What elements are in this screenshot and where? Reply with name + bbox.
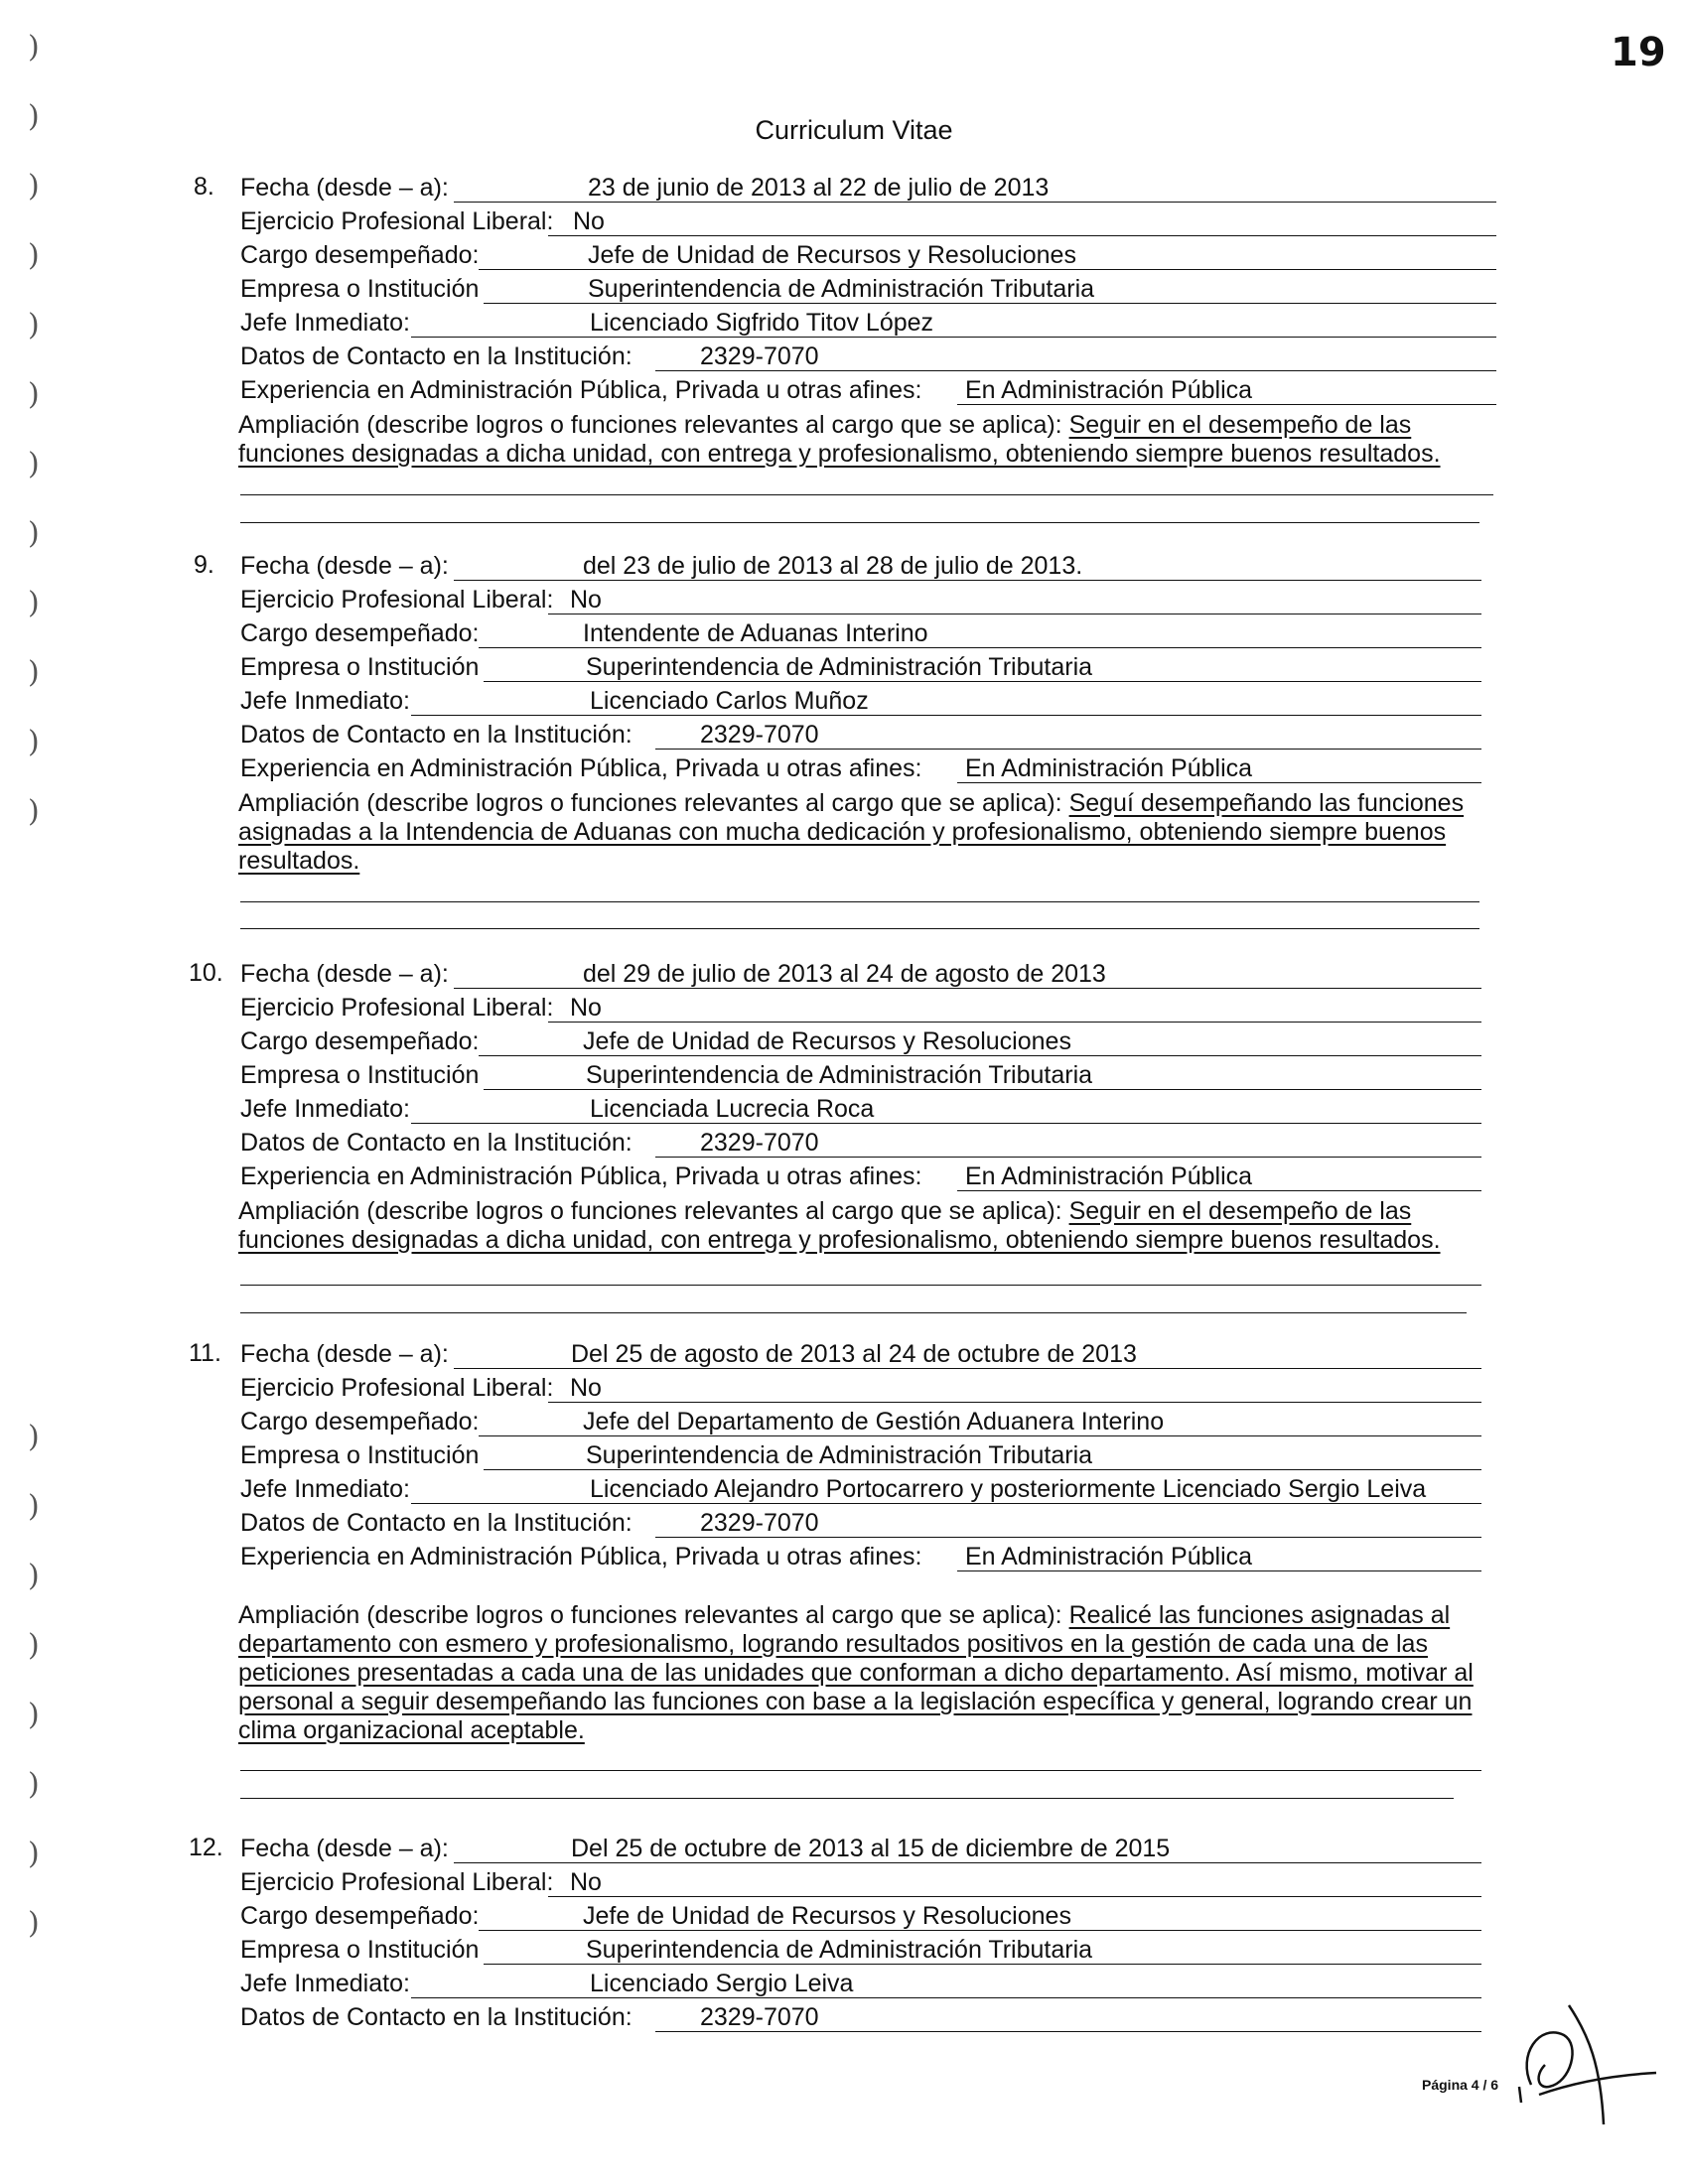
value-jefe: Licenciada Lucrecia Roca — [411, 1094, 1481, 1124]
value-cargo: Jefe de Unidad de Recursos y Resoluciones — [479, 1901, 1481, 1931]
value-experiencia: En Administración Pública — [957, 753, 1481, 783]
label-jefe: Jefe Inmediato: — [240, 309, 410, 337]
blank-line — [240, 494, 1493, 495]
value-ampliacion: Seguir en el desempeño de las funciones designadas a dicha unidad, con entrega y profesionalismo, obteniendo siempre buenos resultados. — [238, 411, 1441, 468]
label-jefe: Jefe Inmediato: — [240, 1475, 410, 1503]
label-fecha: Fecha (desde – a): — [240, 960, 449, 988]
label-datos: Datos de Contacto en la Institución: — [240, 1509, 633, 1537]
label-cargo: Cargo desempeñado: — [240, 1408, 480, 1435]
label-empresa: Empresa o Institución — [240, 653, 480, 681]
value-empresa: Superintendencia de Administración Tributaria — [484, 1935, 1481, 1965]
label-experiencia: Experiencia en Administración Pública, Privada u otras afines: — [240, 376, 922, 404]
label-jefe: Jefe Inmediato: — [240, 1970, 410, 1997]
value-fecha: Del 25 de octubre de 2013 al 15 de diciembre de 2015 — [454, 1834, 1481, 1863]
label-cargo: Cargo desempeñado: — [240, 1902, 480, 1930]
label-ejercicio: Ejercicio Profesional Liberal: — [240, 207, 554, 235]
field-ampliacion — [238, 411, 1499, 469]
label-ejercicio: Ejercicio Profesional Liberal: — [240, 1374, 554, 1402]
label-cargo: Cargo desempeñado: — [240, 1027, 480, 1055]
label-datos: Datos de Contacto en la Institución: — [240, 1129, 633, 1157]
value-empresa: Superintendencia de Administración Tributaria — [484, 652, 1481, 682]
label-jefe: Jefe Inmediato: — [240, 687, 410, 715]
value-fecha: del 29 de julio de 2013 al 24 de agosto de 2013 — [454, 959, 1481, 989]
label-experiencia: Experiencia en Administración Pública, Privada u otras afines: — [240, 754, 922, 782]
binding-marks: ) ) ) ) ) ) ) ) ) ) ) ) ) ) ) ) ) ) ) ) — [28, 30, 40, 1941]
label-empresa: Empresa o Institución — [240, 1061, 480, 1089]
value-ampliacion: Realicé las funciones asignadas al departamento con esmero y profesionalismo, logrando resultados positivos en la gestión de cada una de las peticiones presentadas a cada una de las unidades que conforman a dicho departamento. Así mismo, motivar al personal a seguir desempeñando las funciones con base a la legislación específica y general, logrando crear un clima organizacional aceptable. — [238, 1601, 1474, 1744]
value-experiencia: En Administración Pública — [957, 375, 1496, 405]
label-ampliacion: Ampliación (describe logros o funciones relevantes al cargo que se aplica): — [238, 789, 1062, 817]
label-cargo: Cargo desempeñado: — [240, 619, 480, 647]
value-fecha: del 23 de julio de 2013 al 28 de julio de 2013. — [454, 551, 1481, 581]
label-datos: Datos de Contacto en la Institución: — [240, 721, 633, 749]
label-ejercicio: Ejercicio Profesional Liberal: — [240, 1868, 554, 1896]
blank-line — [240, 1798, 1454, 1799]
label-empresa: Empresa o Institución — [240, 275, 480, 303]
entry-number: 12. — [189, 1834, 223, 1861]
label-cargo: Cargo desempeñado: — [240, 241, 480, 269]
value-datos: 2329-7070 — [655, 341, 1496, 371]
label-datos: Datos de Contacto en la Institución: — [240, 2003, 633, 2031]
value-ejercicio: No — [548, 206, 1496, 236]
label-datos: Datos de Contacto en la Institución: — [240, 342, 633, 370]
document-title: Curriculum Vitae — [755, 115, 953, 145]
value-ampliacion: Seguí desempeñando las funciones asignadas a la Intendencia de Aduanas con mucha dedicación y profesionalismo, obteniendo siempre buenos resultados. — [238, 789, 1465, 875]
field-ampliacion — [238, 789, 1499, 876]
value-ejercicio: No — [548, 1373, 1481, 1403]
page-footer: Página 4 / 6 — [1422, 2077, 1499, 2093]
entry-number: 11. — [189, 1339, 221, 1367]
value-fecha: Del 25 de agosto de 2013 al 24 de octubre de 2013 — [454, 1339, 1481, 1369]
value-ejercicio: No — [548, 993, 1481, 1023]
blank-line — [240, 1285, 1481, 1286]
value-jefe: Licenciado Alejandro Portocarrero y posteriormente Licenciado Sergio Leiva — [411, 1474, 1481, 1504]
label-fecha: Fecha (desde – a): — [240, 1340, 449, 1368]
value-experiencia: En Administración Pública — [957, 1161, 1481, 1191]
label-fecha: Fecha (desde – a): — [240, 174, 449, 202]
label-fecha: Fecha (desde – a): — [240, 552, 449, 580]
value-ejercicio: No — [548, 1867, 1481, 1897]
value-jefe: Licenciado Sergio Leiva — [411, 1969, 1481, 1998]
label-ampliacion: Ampliación (describe logros o funciones relevantes al cargo que se aplica): — [238, 1197, 1062, 1225]
value-fecha: 23 de junio de 2013 al 22 de julio de 2013 — [454, 173, 1496, 203]
label-experiencia: Experiencia en Administración Pública, Privada u otras afines: — [240, 1543, 922, 1570]
field-ampliacion — [238, 1197, 1499, 1255]
value-cargo: Jefe de Unidad de Recursos y Resoluciones — [479, 1026, 1481, 1056]
value-cargo: Jefe del Departamento de Gestión Aduanera Interino — [479, 1407, 1481, 1436]
blank-line — [240, 901, 1479, 902]
field-ampliacion — [238, 1601, 1499, 1745]
entry-number: 10. — [189, 959, 223, 987]
label-ejercicio: Ejercicio Profesional Liberal: — [240, 994, 554, 1022]
label-ampliacion: Ampliación (describe logros o funciones relevantes al cargo que se aplica): — [238, 411, 1062, 439]
page-number: 19 — [1611, 30, 1666, 75]
label-jefe: Jefe Inmediato: — [240, 1095, 410, 1123]
value-empresa: Superintendencia de Administración Tributaria — [484, 1440, 1481, 1470]
value-empresa: Superintendencia de Administración Tributaria — [484, 274, 1496, 304]
value-ampliacion: Seguir en el desempeño de las funciones designadas a dicha unidad, con entrega y profesionalismo, obteniendo siempre buenos resultados. — [238, 1197, 1441, 1254]
value-datos: 2329-7070 — [655, 2002, 1481, 2032]
value-jefe: Licenciado Carlos Muñoz — [411, 686, 1481, 716]
label-empresa: Empresa o Institución — [240, 1936, 480, 1964]
blank-line — [240, 1312, 1467, 1313]
value-cargo: Intendente de Aduanas Interino — [479, 618, 1481, 648]
value-datos: 2329-7070 — [655, 720, 1481, 750]
value-datos: 2329-7070 — [655, 1128, 1481, 1158]
signature-mark — [1509, 1995, 1658, 2134]
blank-line — [240, 522, 1479, 523]
label-fecha: Fecha (desde – a): — [240, 1835, 449, 1862]
entry-number: 9. — [194, 551, 214, 579]
blank-line — [240, 1770, 1481, 1771]
value-experiencia: En Administración Pública — [957, 1542, 1481, 1571]
value-empresa: Superintendencia de Administración Tributaria — [484, 1060, 1481, 1090]
value-ejercicio: No — [548, 585, 1481, 614]
label-empresa: Empresa o Institución — [240, 1441, 480, 1469]
blank-line — [240, 928, 1479, 929]
value-cargo: Jefe de Unidad de Recursos y Resoluciones — [479, 240, 1496, 270]
entry-number: 8. — [194, 173, 214, 201]
label-ampliacion: Ampliación (describe logros o funciones relevantes al cargo que se aplica): — [238, 1601, 1062, 1629]
value-datos: 2329-7070 — [655, 1508, 1481, 1538]
label-ejercicio: Ejercicio Profesional Liberal: — [240, 586, 554, 614]
value-jefe: Licenciado Sigfrido Titov López — [411, 308, 1496, 338]
label-experiencia: Experiencia en Administración Pública, Privada u otras afines: — [240, 1162, 922, 1190]
